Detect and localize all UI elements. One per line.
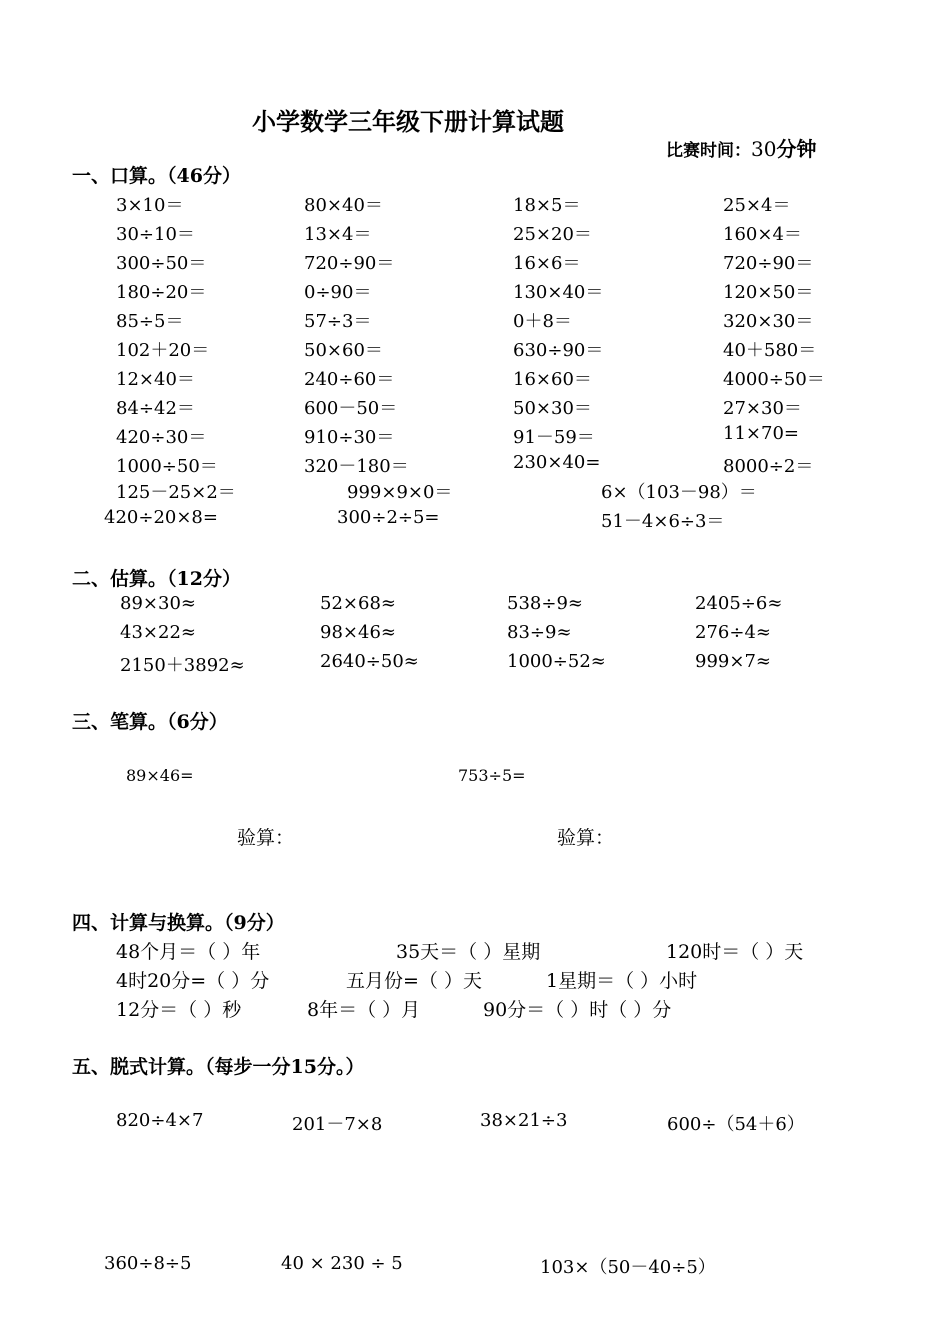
- time-limit-unit: 分钟: [776, 137, 817, 161]
- conversion-item: 4时20分=（ ）分: [116, 970, 270, 992]
- estimate-problem: 2640÷50≈: [320, 651, 419, 672]
- estimate-problem: 52×68≈: [320, 593, 396, 614]
- section5-heading: 五、脱式计算。（每步一分15分。）: [72, 1056, 365, 1078]
- oral-problem: 3×10＝: [116, 195, 184, 216]
- oral-problem: 18×5＝: [513, 195, 581, 216]
- stepwise-problem: 820÷4×7: [116, 1110, 204, 1131]
- oral-problem: 720÷90＝: [723, 253, 814, 274]
- section1-problem: 300÷2÷5=: [337, 507, 440, 528]
- conversion-item: 12分＝（ ）秒: [116, 999, 242, 1021]
- check-label: 验算：: [557, 827, 615, 849]
- estimate-problem: 999×7≈: [695, 651, 771, 672]
- oral-problem: 80×40＝: [304, 195, 383, 216]
- conversion-item: 五月份=（ ）天: [346, 970, 482, 992]
- stepwise-problem: 360÷8÷5: [104, 1253, 192, 1274]
- estimate-problem: 83÷9≈: [507, 622, 572, 643]
- oral-problem: 130×40＝: [513, 282, 604, 303]
- estimate-problem: 2150＋3892≈: [120, 655, 245, 676]
- oral-problem: 102＋20＝: [116, 340, 210, 361]
- estimate-problem: 98×46≈: [320, 622, 396, 643]
- estimate-problem: 276÷4≈: [695, 622, 771, 643]
- time-limit-label: 比赛时间：: [666, 141, 751, 161]
- oral-problem: 50×60＝: [304, 340, 383, 361]
- oral-problem: 320－180＝: [304, 456, 409, 477]
- oral-problem: 1000÷50＝: [116, 456, 218, 477]
- oral-problem: 16×60＝: [513, 369, 592, 390]
- section1-heading: 一、口算。（46分）: [72, 165, 241, 187]
- conversion-item: 8年＝（ ）月: [307, 999, 421, 1021]
- conversion-item: 120时＝（ ）天: [666, 941, 804, 963]
- written-problem: 753÷5=: [458, 766, 526, 785]
- section1-problem: 999×9×0＝: [347, 482, 453, 503]
- section1-problem: 51－4×6÷3＝: [601, 511, 725, 532]
- time-limit: [666, 133, 816, 162]
- stepwise-problem: 40 × 230 ÷ 5: [281, 1253, 403, 1274]
- conversion-item: 1星期＝（ ）小时: [546, 970, 698, 992]
- section2-heading: 二、估算。（12分）: [72, 568, 241, 590]
- oral-problem: 8000÷2＝: [723, 456, 814, 477]
- section1-problem: 6×（103－98）＝: [601, 482, 757, 503]
- oral-problem: 180÷20＝: [116, 282, 207, 303]
- oral-problem: 25×20＝: [513, 224, 592, 245]
- estimate-problem: 538÷9≈: [507, 593, 583, 614]
- oral-problem: 720÷90＝: [304, 253, 395, 274]
- oral-problem: 16×6＝: [513, 253, 581, 274]
- oral-problem: 25×4＝: [723, 195, 791, 216]
- oral-problem: 320×30＝: [723, 311, 814, 332]
- estimate-problem: 89×30≈: [120, 593, 196, 614]
- oral-problem: 230×40=: [513, 452, 601, 473]
- oral-problem: 240÷60＝: [304, 369, 395, 390]
- section1-problem: 420÷20×8=: [104, 507, 218, 528]
- oral-problem: 0÷90＝: [304, 282, 372, 303]
- stepwise-problem: 38×21÷3: [480, 1110, 568, 1131]
- oral-problem: 85÷5＝: [116, 311, 184, 332]
- check-label: 验算：: [237, 827, 295, 849]
- stepwise-problem: 201－7×8: [292, 1114, 383, 1135]
- oral-problem: 57÷3＝: [304, 311, 372, 332]
- oral-problem: 910÷30＝: [304, 427, 395, 448]
- written-problem: 89×46=: [126, 766, 194, 785]
- oral-problem: 11×70=: [723, 423, 799, 444]
- oral-problem: 27×30＝: [723, 398, 802, 419]
- oral-problem: 420÷30＝: [116, 427, 207, 448]
- time-limit-value: 30: [751, 137, 777, 161]
- section3-heading: 三、笔算。（6分）: [72, 711, 228, 733]
- oral-problem: 300÷50＝: [116, 253, 207, 274]
- estimate-problem: 2405÷6≈: [695, 593, 783, 614]
- stepwise-problem: 600÷（54＋6）: [667, 1114, 805, 1135]
- oral-problem: 160×4＝: [723, 224, 802, 245]
- oral-problem: 600－50＝: [304, 398, 398, 419]
- oral-problem: 0＋8＝: [513, 311, 572, 332]
- estimate-problem: 1000÷52≈: [507, 651, 606, 672]
- oral-problem: 120×50＝: [723, 282, 814, 303]
- oral-problem: 12×40＝: [116, 369, 195, 390]
- page-title: 小学数学三年级下册计算试题: [252, 107, 564, 136]
- section4-heading: 四、计算与换算。（9分）: [72, 912, 285, 934]
- conversion-item: 48个月＝（ ）年: [116, 941, 261, 963]
- section1-problem: 125－25×2＝: [116, 482, 236, 503]
- oral-problem: 13×4＝: [304, 224, 372, 245]
- estimate-problem: 43×22≈: [120, 622, 196, 643]
- oral-problem: 630÷90＝: [513, 340, 604, 361]
- stepwise-problem: 103×（50－40÷5）: [540, 1257, 716, 1278]
- oral-problem: 30÷10＝: [116, 224, 195, 245]
- conversion-item: 35天＝（ ）星期: [396, 941, 541, 963]
- oral-problem: 40＋580＝: [723, 340, 817, 361]
- oral-problem: 50×30＝: [513, 398, 592, 419]
- oral-problem: 91－59＝: [513, 427, 595, 448]
- conversion-item: 90分＝（ ）时（ ）分: [483, 999, 672, 1021]
- oral-problem: 4000÷50＝: [723, 369, 825, 390]
- oral-problem: 84÷42＝: [116, 398, 195, 419]
